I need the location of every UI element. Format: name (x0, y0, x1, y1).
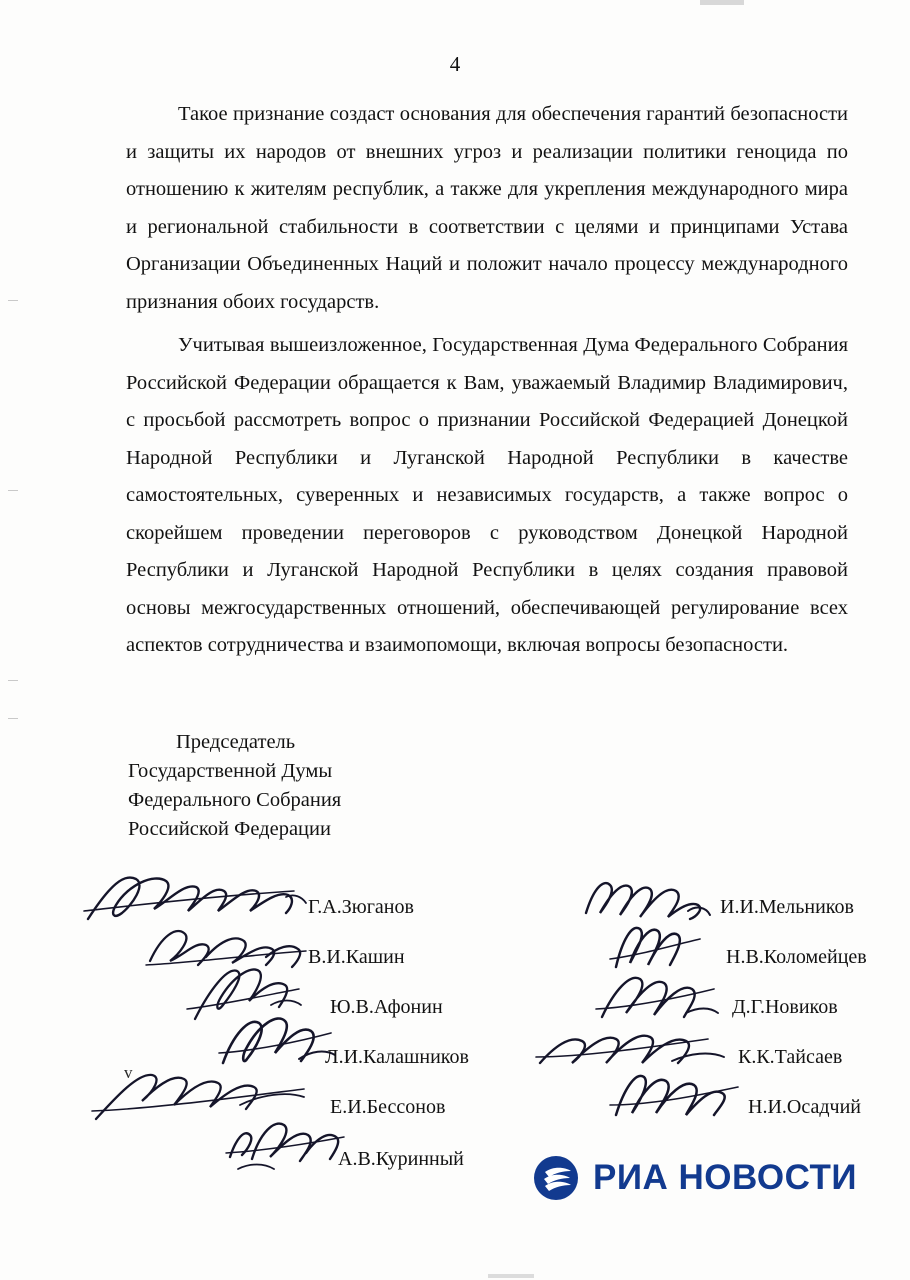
signature-title-line: Российской Федерации (128, 818, 331, 840)
stray-pen-mark: v (124, 1063, 133, 1082)
handwritten-signature (600, 915, 730, 977)
handwritten-signature (90, 1061, 350, 1127)
handwritten-signature (175, 961, 325, 1027)
scan-artifact-margin (8, 718, 18, 719)
signers-column-right (520, 875, 910, 1195)
signer-name: Н.В.Коломейцев (726, 946, 867, 968)
document-body (126, 96, 848, 665)
page-number: 4 (449, 52, 461, 76)
handwritten-signature (590, 965, 740, 1027)
ria-novosti-label: РИА НОВОСТИ (593, 1158, 858, 1197)
signers-area (80, 875, 870, 1195)
scan-artifact-margin (8, 680, 18, 681)
signer-name: И.И.Мельников (720, 896, 854, 918)
signer-name: А.В.Куринный (338, 1148, 464, 1170)
signer-name: Ю.В.Афонин (330, 996, 443, 1018)
signer-name: Е.И.Бессонов (330, 1096, 446, 1118)
scan-artifact-margin (8, 490, 18, 491)
paragraph: Такое признание создаст основания для обеспечения гарантий безопасности и защиты их народов от внешних угроз и реализации политики геноцида по отношению к жителям республик, а также для укрепления международного мира и региональной стабильности в соответствии с целями и принципами Устава Организации Объединенных Наций и положит начало процессу международного признания обоих государств. (126, 103, 848, 313)
signer-name: В.И.Кашин (308, 946, 405, 968)
signers-column-left (80, 875, 470, 1195)
signer-name: Д.Г.Новиков (732, 996, 838, 1018)
signer-name: К.К.Тайсаев (738, 1046, 843, 1068)
signer-name: Г.А.Зюганов (308, 896, 414, 918)
handwritten-signature (140, 921, 330, 977)
scan-artifact-margin (8, 300, 18, 301)
scan-artifact-top (700, 0, 744, 5)
signature-title-line: Государственной Думы (128, 760, 333, 782)
signature-title-line: Председатель (176, 731, 296, 753)
scan-artifact-bottom (488, 1274, 534, 1278)
handwritten-signature (606, 1063, 766, 1127)
handwritten-signature (578, 871, 728, 927)
signature-title-line: Федерального Собрания (128, 789, 342, 811)
handwritten-signature (532, 1013, 752, 1077)
signer-name: Н.И.Осадчий (748, 1096, 861, 1118)
ria-swirl-icon (533, 1155, 579, 1201)
ria-novosti-watermark (533, 1155, 857, 1201)
signature-title-block (128, 728, 341, 844)
handwritten-signature (80, 867, 330, 927)
paragraph: Учитывая вышеизложенное, Государственная Дума Федерального Собрания Российской Федерации обращается к Вам, уважаемый Владимир Владимирович, с просьбой рассмотреть вопрос о признании Российской Федерацией Донецкой Народной Республики и Луганской Народной Республики в качестве самостоятельных, суверенных и независимых государств, а также вопрос о скорейшем проведении переговоров с руководством Донецкой Народной Республики и Луганской Народной Республики в целях создания правовой основы межгосударственных отношений, обеспечивающей регулирование всех аспектов сотрудничества и взаимопомощи, включая вопросы безопасности. (126, 334, 848, 656)
signer-name: Л.И.Калашников (325, 1046, 469, 1068)
